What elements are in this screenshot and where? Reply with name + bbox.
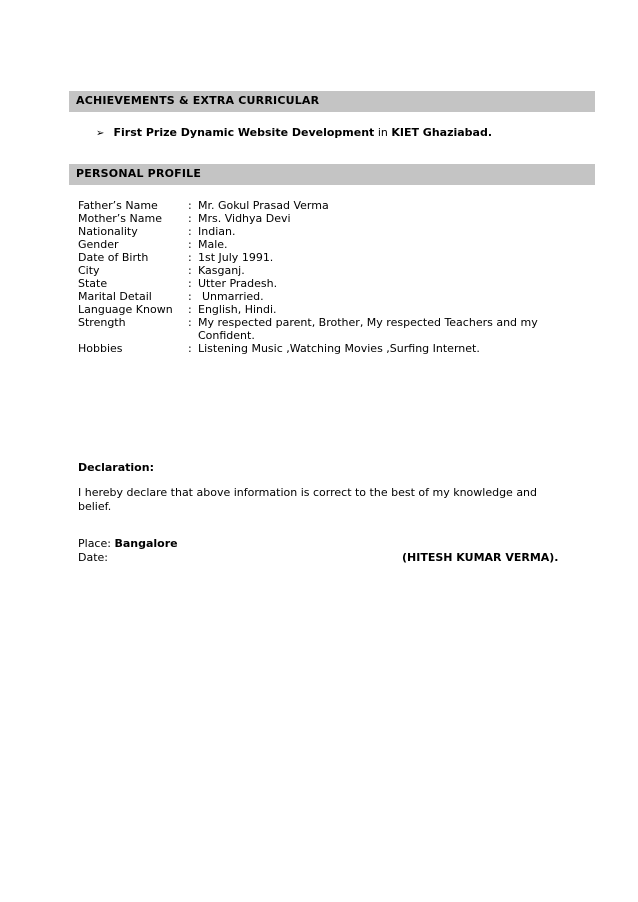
profile-value-continued: Confident. — [198, 329, 255, 342]
profile-value: Mr. Gokul Prasad Verma — [198, 199, 329, 212]
declaration-title: Declaration: — [78, 461, 154, 474]
profile-separator: : — [188, 303, 192, 316]
profile-value: English, Hindi. — [198, 303, 277, 316]
profile-label: Language Known — [78, 303, 173, 316]
achievement-item — [96, 126, 492, 139]
declaration-text: I hereby declare that above information is correct to the best of my knowledge and belief. — [78, 486, 538, 513]
profile-value: Kasganj. — [198, 264, 245, 277]
profile-label: Nationality — [78, 225, 138, 238]
profile-separator: : — [188, 316, 192, 329]
profile-value: Mrs. Vidhya Devi — [198, 212, 291, 225]
profile-value: Indian. — [198, 225, 236, 238]
profile-label: Marital Detail — [78, 290, 152, 303]
profile-value: 1st July 1991. — [198, 251, 274, 264]
personal-profile-section-header — [69, 164, 595, 185]
personal-profile-title: PERSONAL PROFILE — [76, 167, 202, 180]
profile-label: Mother’s Name — [78, 212, 162, 225]
profile-separator: : — [188, 264, 192, 277]
profile-value: Listening Music ,Watching Movies ,Surfing Internet. — [198, 342, 480, 355]
place-line — [78, 537, 178, 550]
place-value: Bangalore — [114, 537, 178, 550]
profile-separator: : — [188, 277, 192, 290]
profile-value: Utter Pradesh. — [198, 277, 278, 290]
profile-separator: : — [188, 238, 192, 251]
profile-separator: : — [188, 290, 192, 303]
place-label: Place: — [78, 537, 111, 550]
profile-value: Male. — [198, 238, 228, 251]
profile-label: Strength — [78, 316, 126, 329]
profile-separator: : — [188, 199, 192, 212]
profile-separator: : — [188, 251, 192, 264]
profile-label: Gender — [78, 238, 119, 251]
achievement-location: KIET Ghaziabad. — [391, 126, 493, 139]
date-label: Date: — [78, 551, 108, 564]
profile-label: Hobbies — [78, 342, 123, 355]
achievements-section-header — [69, 91, 595, 112]
profile-separator: : — [188, 342, 192, 355]
profile-label: City — [78, 264, 100, 277]
profile-label: State — [78, 277, 108, 290]
profile-separator: : — [188, 225, 192, 238]
profile-label: Date of Birth — [78, 251, 149, 264]
signature-name: (HITESH KUMAR VERMA). — [402, 551, 559, 564]
profile-separator: : — [188, 212, 192, 225]
arrow-bullet-icon: ➢ — [96, 128, 105, 139]
achievement-title: First Prize Dynamic Website Development — [113, 126, 375, 139]
achievements-title: ACHIEVEMENTS & EXTRA CURRICULAR — [76, 94, 320, 107]
profile-value: Unmarried. — [202, 290, 264, 303]
profile-value: My respected parent, Brother, My respected Teachers and my — [198, 316, 538, 329]
profile-label: Father’s Name — [78, 199, 158, 212]
achievement-connector: in — [377, 126, 388, 139]
